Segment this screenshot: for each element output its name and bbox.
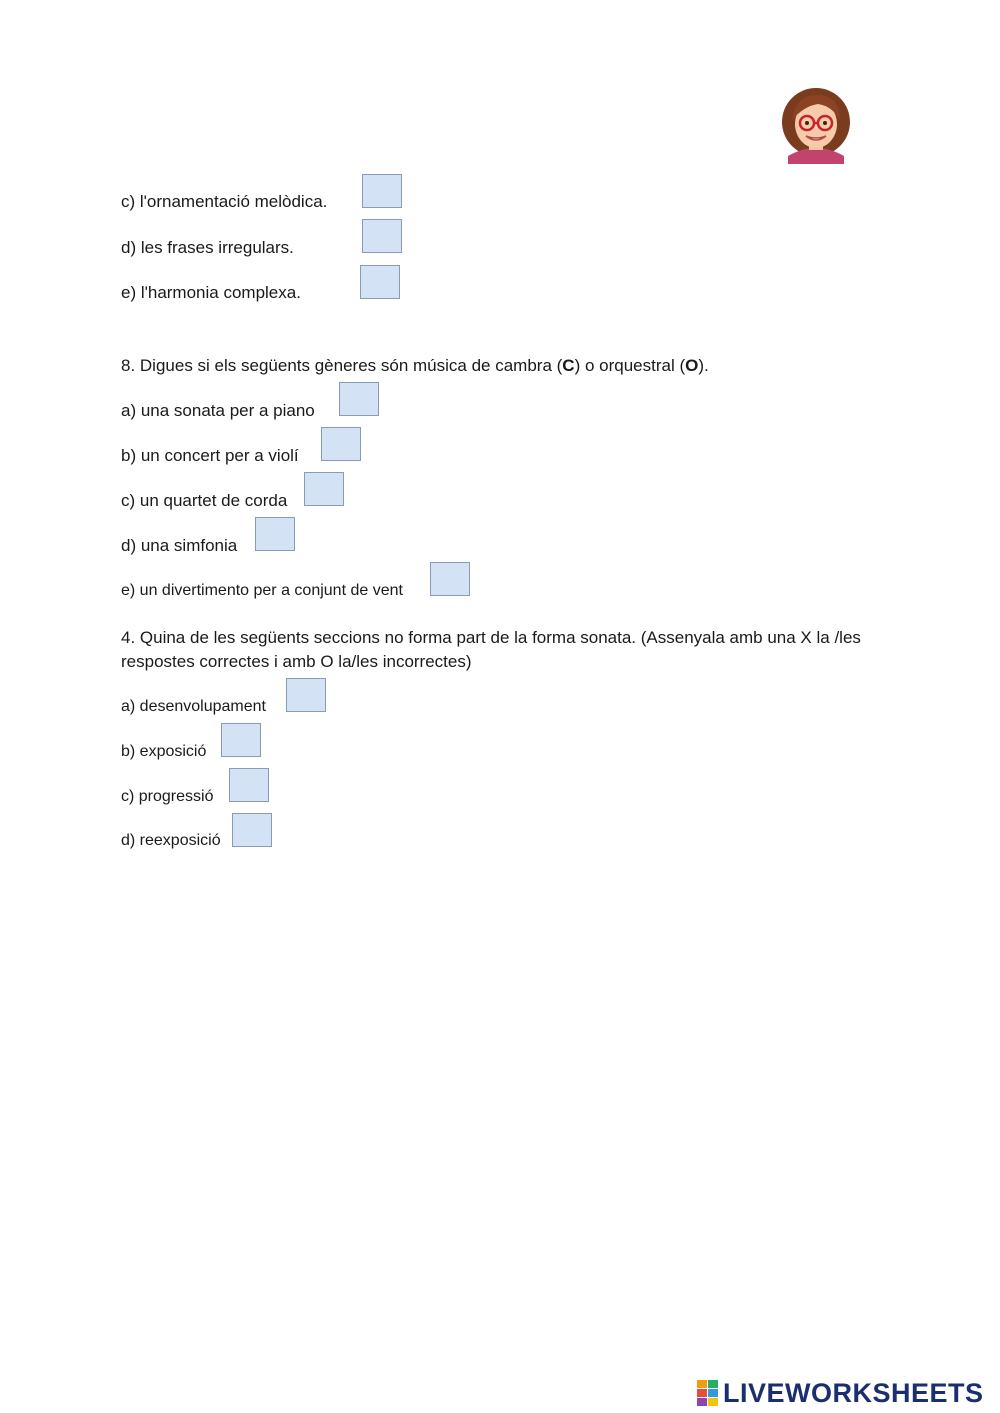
answer-box[interactable] <box>362 219 402 253</box>
list-item: c) progressió <box>121 788 214 805</box>
list-item: e) l'harmonia complexa. <box>121 283 301 302</box>
answer-box[interactable] <box>339 382 379 416</box>
list-item: a) desenvolupament <box>121 698 266 715</box>
answer-box[interactable] <box>255 517 295 551</box>
list-item: c) l'ornamentació melòdica. <box>121 192 328 211</box>
answer-box[interactable] <box>232 813 272 847</box>
question-8-text: 8. Digues si els següents gèneres són música de cambra (C) o orquestral (O). <box>121 356 709 375</box>
answer-box[interactable] <box>360 265 400 299</box>
answer-box[interactable] <box>286 678 326 712</box>
list-item: d) una simfonia <box>121 536 238 555</box>
answer-box[interactable] <box>430 562 470 596</box>
answer-box[interactable] <box>321 427 361 461</box>
list-item: d) reexposició <box>121 832 221 849</box>
brand-name: LIVEWORKSHEETS <box>723 1377 984 1408</box>
liveworksheets-logo <box>697 1377 984 1409</box>
list-item: c) un quartet de corda <box>121 491 288 510</box>
list-item: a) una sonata per a piano <box>121 401 315 420</box>
list-item: b) exposició <box>121 743 207 760</box>
liveworksheets-logo-icon <box>697 1380 719 1406</box>
answer-box[interactable] <box>221 723 261 757</box>
list-item: d) les frases irregulars. <box>121 238 294 257</box>
answer-box[interactable] <box>362 174 402 208</box>
list-item: e) un divertimento per a conjunt de vent <box>121 582 403 599</box>
list-item: b) un concert per a violí <box>121 446 299 465</box>
question-4-text: 4. Quina de les següents seccions no forma part de la forma sonata. (Assenyala amb una X la /les respostes correctes i amb O la/les incorrectes) <box>121 628 861 671</box>
teacher-avatar-icon <box>778 86 854 164</box>
answer-box[interactable] <box>304 472 344 506</box>
answer-box[interactable] <box>229 768 269 802</box>
